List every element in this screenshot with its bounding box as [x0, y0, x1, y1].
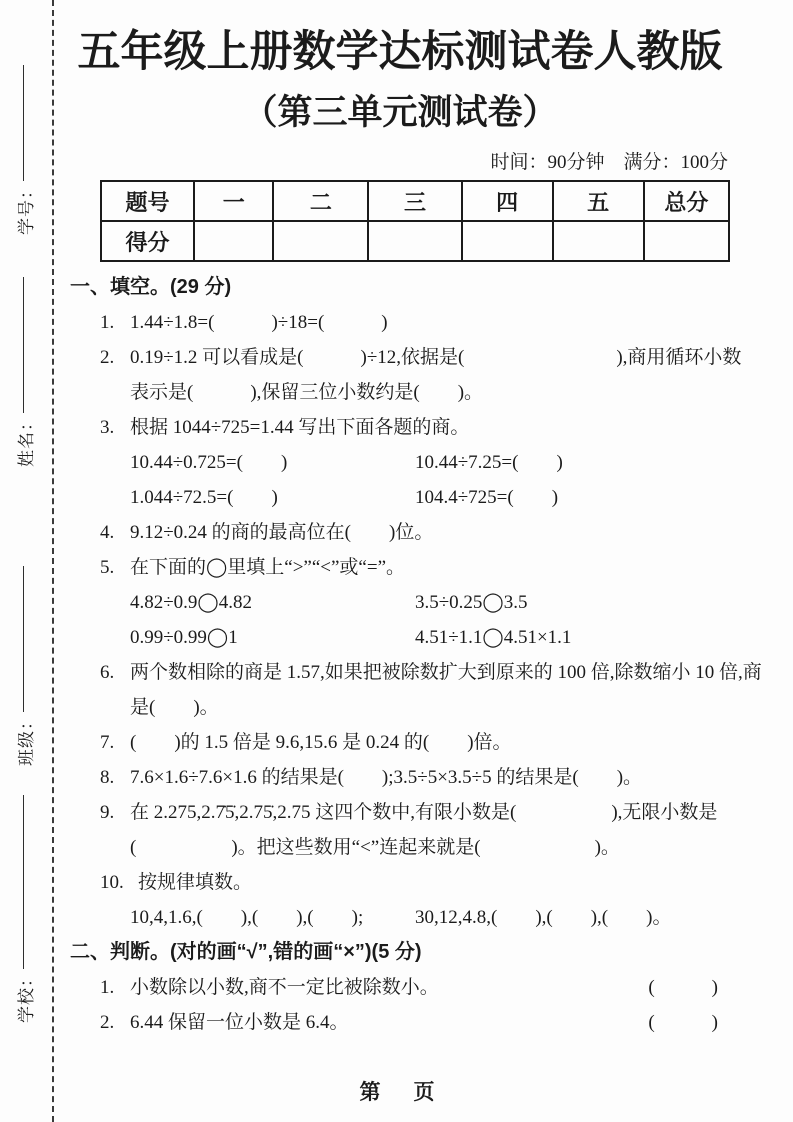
question-number: 10. — [100, 872, 124, 894]
score-header-cell: 一 — [194, 181, 273, 221]
question-6-continuation: 是( )。 — [130, 697, 219, 719]
question-number: 1. — [100, 312, 115, 334]
question-text: 1.44÷1.8=( )÷18=( ) — [130, 312, 388, 334]
expression: 3.5÷0.25◯3.5 — [415, 592, 528, 614]
question-2-continuation: 表示是( ),保留三位小数约是( )。 — [130, 382, 484, 404]
answer-blank: ( ) — [648, 977, 718, 999]
question-3-row-1 — [70, 445, 730, 480]
margin-field-class — [10, 566, 38, 766]
score-cell-empty — [194, 221, 273, 261]
fill-in-line — [23, 795, 24, 969]
exam-paper — [70, 0, 762, 1040]
question-4 — [70, 515, 730, 550]
score-table — [100, 180, 730, 262]
score-cell-empty — [644, 221, 729, 261]
judgment-text: 小数除以小数,商不一定比被除数小。 — [130, 977, 439, 999]
score-header-cell: 五 — [553, 181, 644, 221]
fill-in-line — [23, 566, 24, 712]
question-7 — [70, 725, 730, 760]
question-6 — [70, 655, 762, 690]
margin-label-name: 姓名： — [16, 413, 36, 467]
question-text: 两个数相除的商是 1.57,如果把被除数扩大到原来的 100 倍,除数缩小 10 倍,商 — [130, 662, 762, 684]
expression: 0.99÷0.99◯1 — [130, 627, 238, 649]
question-10 — [70, 865, 730, 900]
question-number: 3. — [100, 417, 115, 439]
expression: 4.51÷1.1◯4.51×1.1 — [415, 627, 572, 649]
expression: 4.82÷0.9◯4.82 — [130, 592, 252, 614]
question-number: 9. — [100, 802, 115, 824]
question-3 — [70, 410, 730, 445]
score-row-label: 得分 — [101, 221, 194, 261]
question-number: 1. — [100, 977, 115, 999]
score-table-score-row — [101, 221, 729, 261]
question-5-row-1 — [70, 585, 730, 620]
question-number: 6. — [100, 662, 115, 684]
question-5-row-2 — [70, 620, 730, 655]
number-sequence: 10,4,1.6,( ),( ),( ); — [130, 907, 364, 929]
margin-field-student-id — [10, 65, 38, 235]
score-header-cell: 二 — [273, 181, 368, 221]
margin-label-school: 学校： — [16, 969, 36, 1023]
question-text: 根据 1044÷725=1.44 写出下面各题的商。 — [130, 417, 470, 439]
question-5 — [70, 550, 730, 585]
margin-label-student-id: 学号： — [16, 181, 36, 235]
expression: 10.44÷7.25=( ) — [415, 452, 563, 474]
question-text: ( )的 1.5 倍是 9.6,15.6 是 0.24 的( )倍。 — [130, 732, 512, 754]
page-footer: 第 页 — [359, 1081, 441, 1104]
score-cell-empty — [368, 221, 461, 261]
score-header-cell: 总分 — [644, 181, 729, 221]
score-header-cell: 四 — [462, 181, 553, 221]
margin-field-name — [10, 277, 38, 467]
margin-label-class: 班级： — [16, 712, 36, 766]
question-2 — [70, 340, 742, 375]
question-text: 在 2.275,2.7̇5̇,2.75̇,2.75 这四个数中,有限小数是( ),无限小数是 — [130, 802, 718, 824]
score-cell-empty — [553, 221, 644, 261]
fill-in-line — [23, 277, 24, 413]
score-cell-empty — [273, 221, 368, 261]
question-number: 8. — [100, 767, 115, 789]
score-header-cell: 三 — [368, 181, 461, 221]
question-number: 7. — [100, 732, 115, 754]
section-1-heading: 一、填空。(29 分) — [70, 276, 232, 299]
number-sequence: 30,12,4.8,( ),( ),( )。 — [415, 907, 672, 929]
judgment-text: 6.44 保留一位小数是 6.4。 — [130, 1012, 349, 1034]
question-text: 7.6×1.6÷7.6×1.6 的结果是( );3.5÷5×3.5÷5 的结果是( )。 — [130, 767, 643, 789]
judgment-2 — [70, 1005, 730, 1040]
expression: 1.044÷72.5=( ) — [130, 487, 278, 509]
question-3-row-2 — [70, 480, 730, 515]
question-9 — [70, 795, 730, 830]
question-text: 在下面的◯里填上“>”“<”或“=”。 — [130, 557, 406, 579]
score-header-cell: 题号 — [101, 181, 194, 221]
question-9-continuation: ( )。把这些数用“<”连起来就是( )。 — [130, 837, 620, 859]
fill-in-line — [23, 65, 24, 181]
question-text: 0.19÷1.2 可以看成是( )÷12,依据是( ),商用循环小数 — [130, 347, 742, 369]
question-8 — [70, 760, 730, 795]
section-2-heading: 二、判断。(对的画“√”,错的画“×”)(5 分) — [70, 941, 422, 964]
expression: 104.4÷725=( ) — [415, 487, 559, 509]
question-text: 按规律填数。 — [138, 872, 253, 894]
question-1 — [70, 305, 730, 340]
answer-blank: ( ) — [648, 1012, 718, 1034]
exam-title: 五年级上册数学达标测试卷人教版 — [77, 28, 723, 76]
judgment-1 — [70, 970, 730, 1005]
expression: 10.44÷0.725=( ) — [130, 452, 288, 474]
question-number: 2. — [100, 1012, 115, 1034]
cut-dashed-line — [52, 0, 54, 1122]
time-score-info: 时间：90分钟 满分：100分 — [490, 152, 728, 174]
question-number: 4. — [100, 522, 115, 544]
exam-subtitle: （第三单元测试卷） — [242, 93, 558, 133]
question-number: 5. — [100, 557, 115, 579]
score-table-header-row — [101, 181, 729, 221]
question-number: 2. — [100, 347, 115, 369]
margin-field-school — [10, 795, 38, 1023]
question-text: 9.12÷0.24 的商的最高位在( )位。 — [130, 522, 434, 544]
question-10-sequences — [70, 900, 730, 935]
score-cell-empty — [462, 221, 553, 261]
